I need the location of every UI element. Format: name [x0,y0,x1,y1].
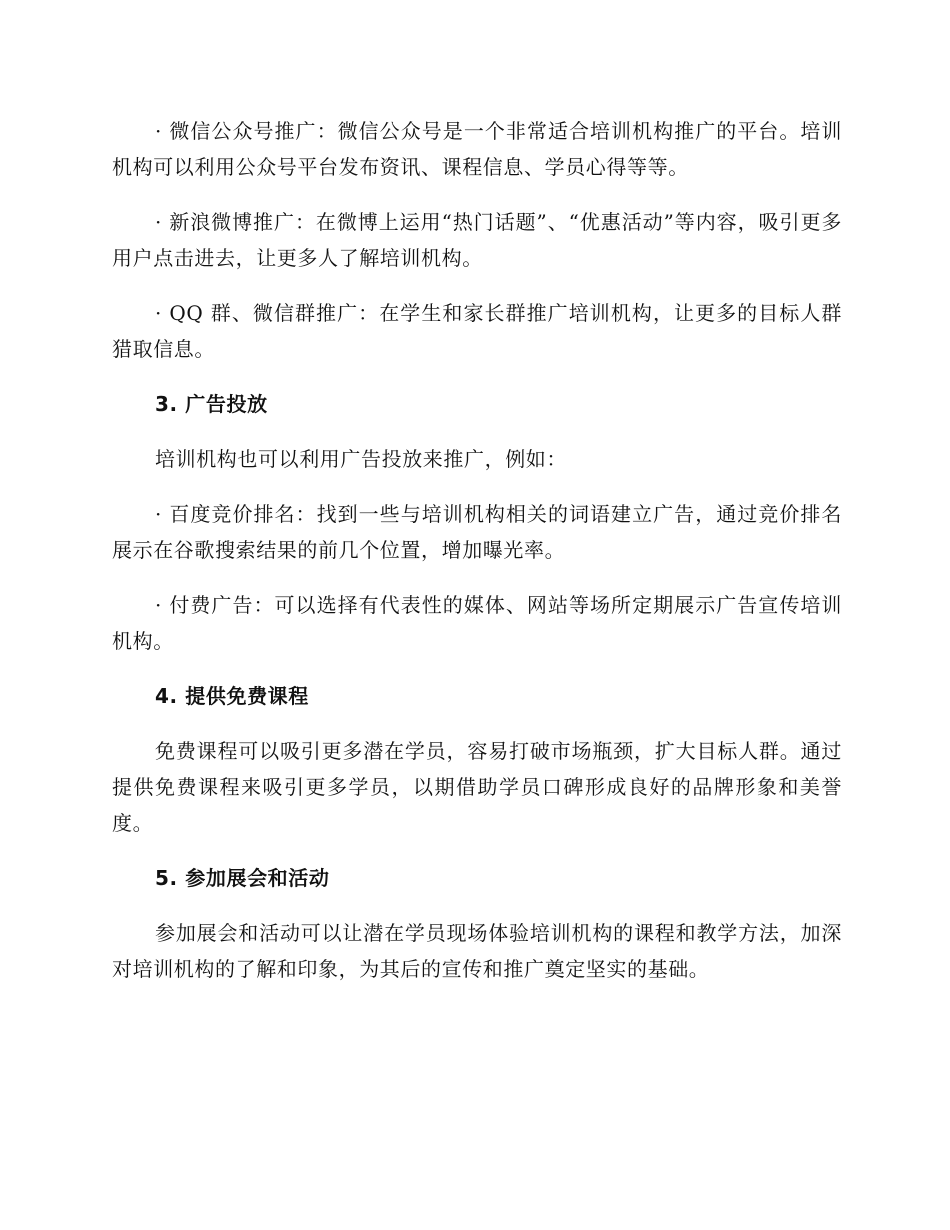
document-body [112,113,842,987]
advertising-intro: 培训机构也可以利用广告投放来推广，例如： [155,447,567,471]
bullet-wechat-official-account: · 微信公众号推广：微信公众号是一个非常适合培训机构推广的平台。培训机构可以利用公众号平台发布资讯、课程信息、学员心得等等。 [112,119,842,179]
exhibitions-paragraph: 参加展会和活动可以让潜在学员现场体验培训机构的课程和教学方法，加深对培训机构的了解和印象，为其后的宣传和推广奠定坚实的基础。 [112,921,842,981]
section-heading-advertising: 3. 广告投放 [155,392,268,416]
section-heading-free-courses: 4. 提供免费课程 [155,684,309,708]
bullet-sina-weibo: · 新浪微博推广：在微博上运用“热门话题”、“优惠活动”等内容，吸引更多用户点击进去，让更多人了解培训机构。 [112,210,842,270]
bullet-baidu-bidding: · 百度竞价排名：找到一些与培训机构相关的词语建立广告，通过竞价排名展示在谷歌搜索结果的前几个位置，增加曝光率。 [112,502,842,562]
bullet-qq-wechat-groups: · QQ 群、微信群推广：在学生和家长群推广培训机构，让更多的目标人群猎取信息。 [112,301,842,361]
section-heading-exhibitions: 5. 参加展会和活动 [155,866,330,890]
free-courses-paragraph: 免费课程可以吸引更多潜在学员，容易打破市场瓶颈，扩大目标人群。通过提供免费课程来吸引更多学员，以期借助学员口碑形成良好的品牌形象和美誉度。 [112,739,842,835]
bullet-paid-ads: · 付费广告：可以选择有代表性的媒体、网站等场所定期展示广告宣传培训机构。 [112,593,842,653]
